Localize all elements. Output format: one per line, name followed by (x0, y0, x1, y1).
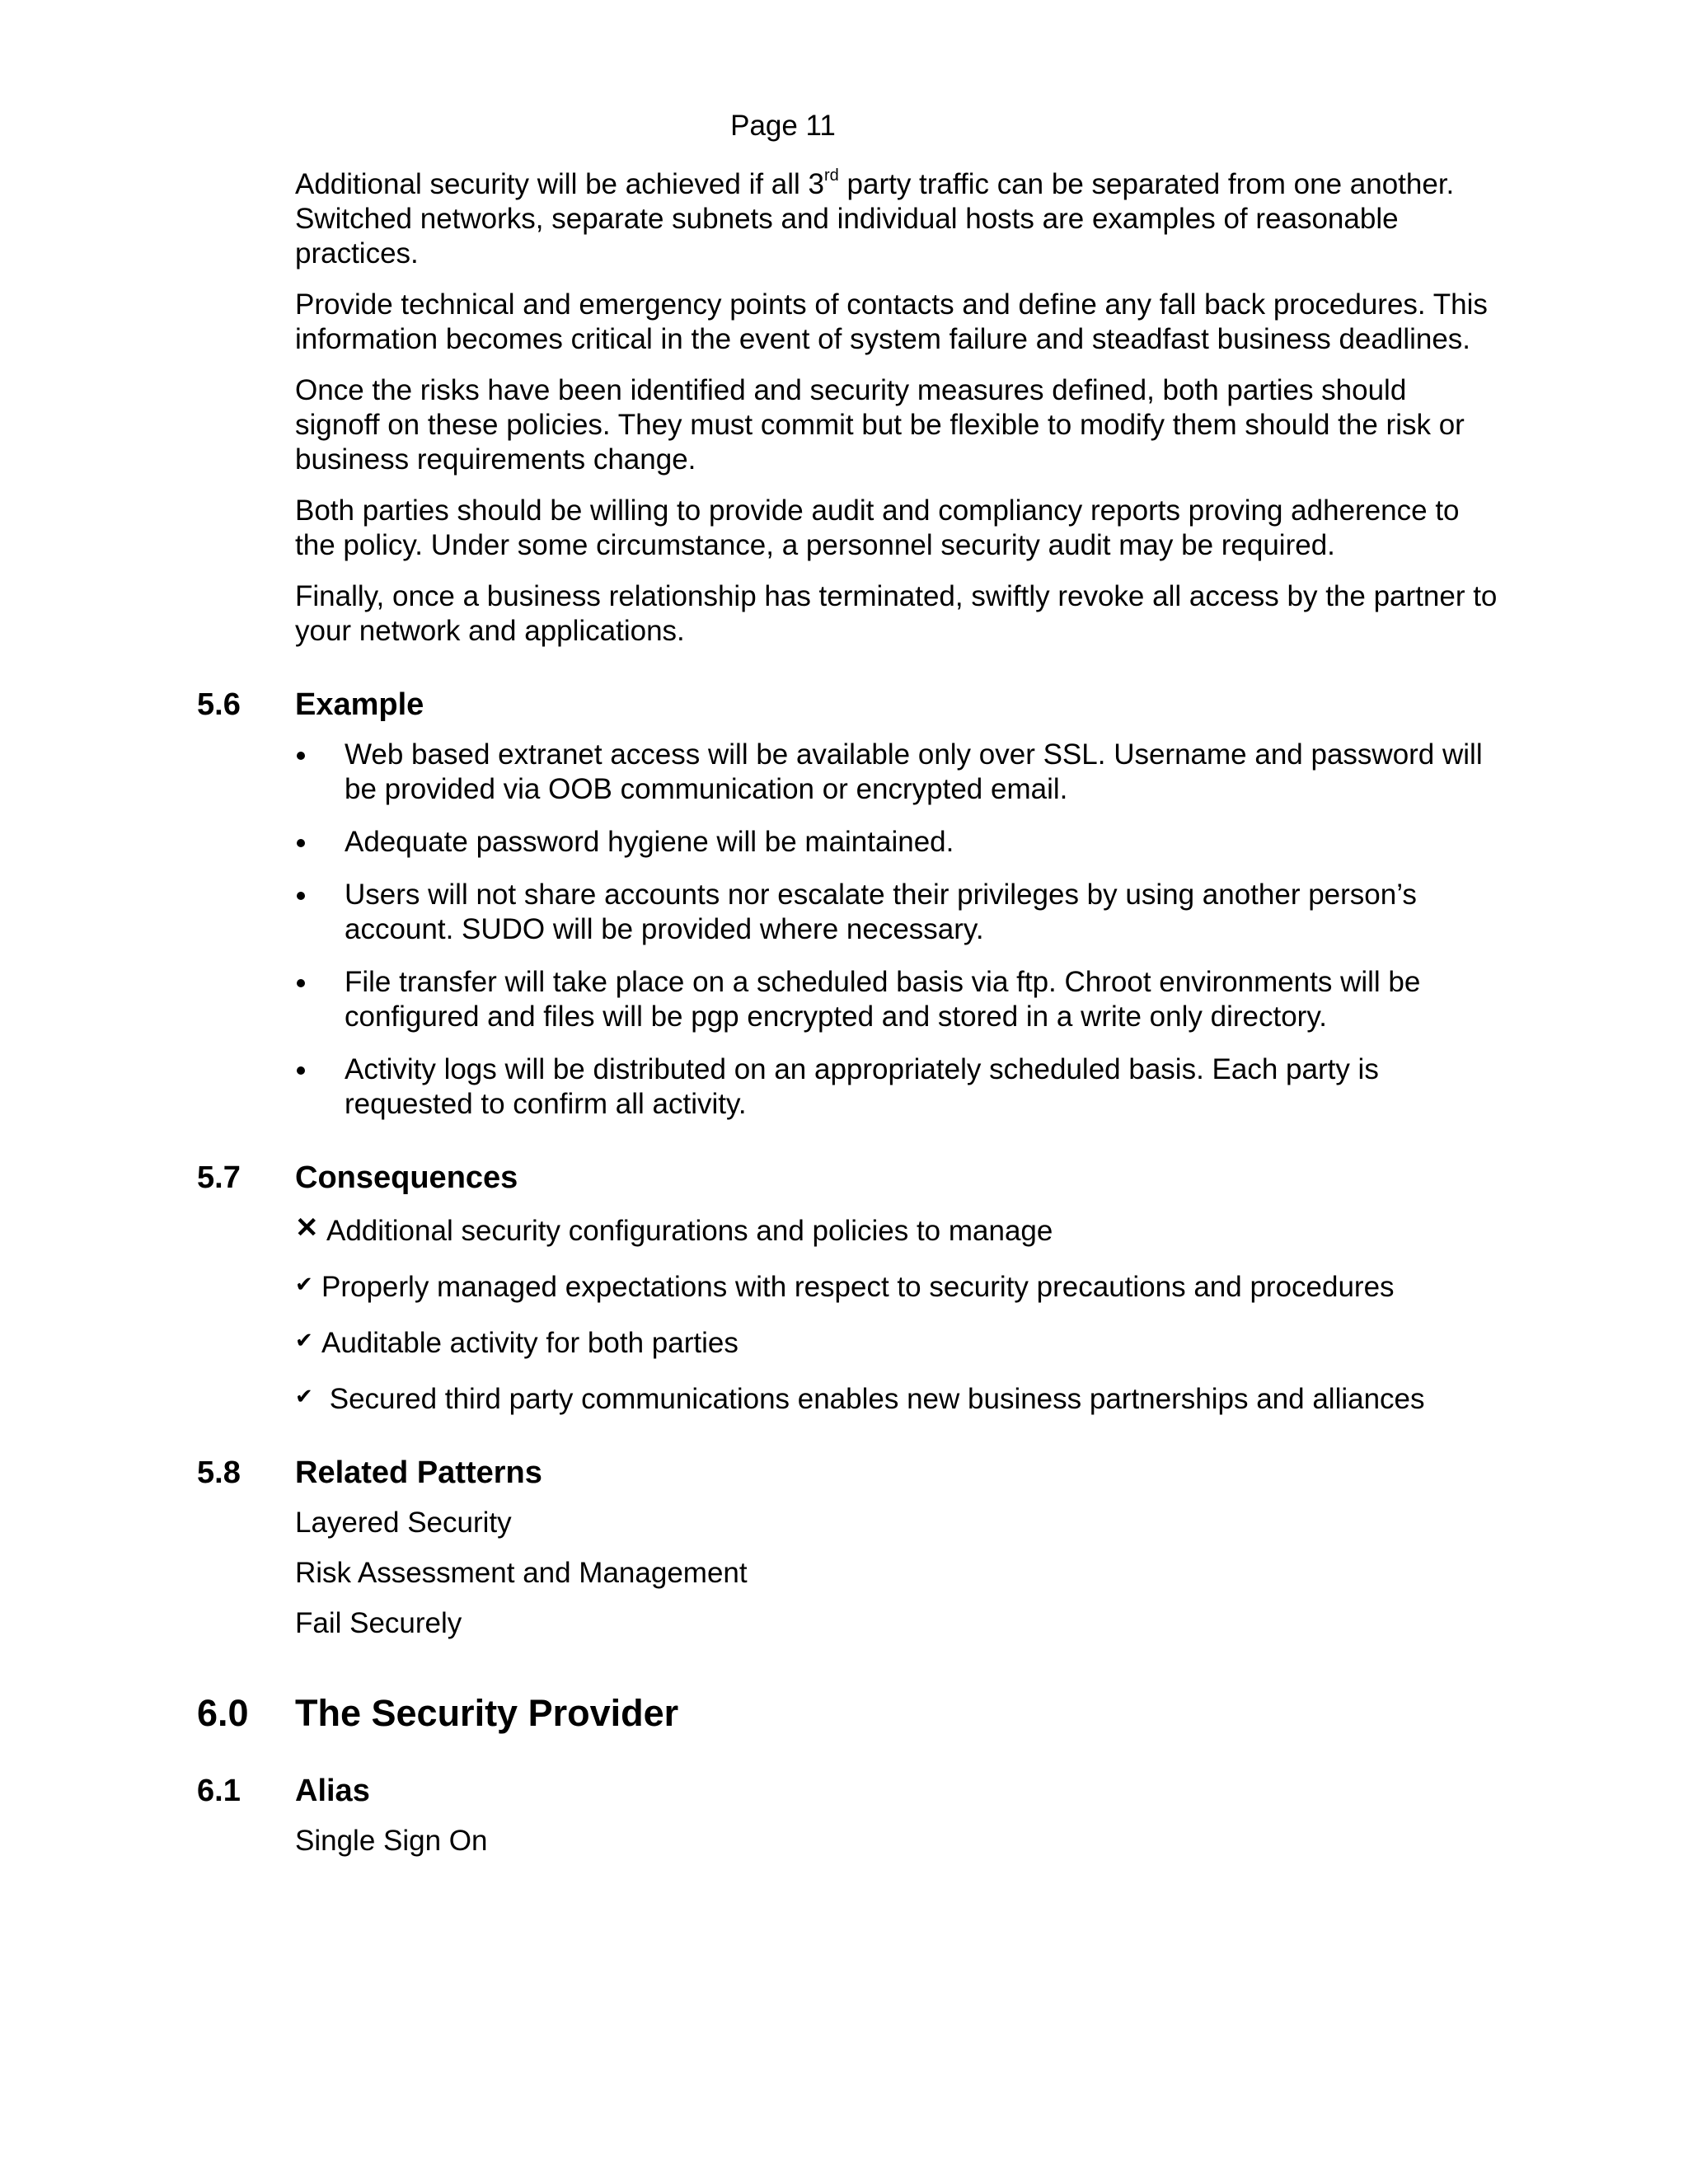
list-item: File transfer will take place on a scheduled basis via ftp. Chroot environments will be configured and files will be pgp encrypted and stored in a write only directory. (295, 965, 1498, 1034)
section-alias (197, 1773, 1498, 1858)
related-pattern: Fail Securely (295, 1607, 462, 1639)
list-item: Users will not share accounts nor escalate their privileges by using another person’s account. SUDO will be provided where necessary. (295, 878, 1498, 947)
ordinal-superscript: rd (824, 166, 839, 185)
consequence-item: ✕ Additional security configurations and policies to manage (295, 1212, 1053, 1247)
intro-p1-start: Additional security will be achieved if all 3 (295, 168, 824, 200)
example-list (295, 738, 1498, 1122)
intro-paragraph-2: Provide technical and emergency points of contacts and define any fall back procedures. This information becomes critical in the event of system failure and steadfast business deadlines. (295, 288, 1488, 355)
intro-paragraph-3: Once the risks have been identified and security measures defined, both parties should signoff on these policies. They must commit but be flexible to modify them should the risk or business requirements change. (295, 374, 1465, 476)
chapter-security-provider (197, 1692, 1498, 1735)
chapter-title: The Security Provider (295, 1692, 679, 1734)
related-pattern: Risk Assessment and Management (295, 1557, 748, 1589)
section-example (197, 687, 1498, 1122)
cross-icon: ✕ (295, 1212, 319, 1244)
section-consequences (197, 1160, 1498, 1417)
consequence-item: ✔ Secured third party communications enables new business partnerships and alliances (295, 1379, 1498, 1417)
bullet-icon (297, 979, 305, 987)
list-item: Web based extranet access will be available only over SSL. Username and password will be provided via OOB communication or encrypted email. (295, 738, 1498, 807)
section-number: 5.6 (197, 687, 241, 722)
intro-paragraph-4: Both parties should be willing to provide audit and compliancy reports proving adherence to the policy. Under some circumstance, a personnel security audit may be required. (295, 494, 1460, 561)
page-number: Page 11 (730, 110, 836, 142)
bullet-icon (297, 752, 305, 760)
section-title: Related Patterns (295, 1455, 542, 1490)
alias-value: Single Sign On (295, 1825, 488, 1857)
section-number: 5.8 (197, 1455, 241, 1490)
consequence-item: ✔ Auditable activity for both parties (295, 1323, 1498, 1361)
check-icon: ✔ (295, 1384, 313, 1408)
intro-paragraph-5: Finally, once a business relationship has terminated, swiftly revoke all access by the partner to your network and applications. (295, 580, 1498, 647)
section-title: Example (295, 687, 424, 722)
section-number: 6.1 (197, 1774, 241, 1808)
chapter-number: 6.0 (197, 1692, 249, 1734)
bullet-icon (297, 892, 305, 900)
intro-p1-end: party traffic can be separated from one another. Switched networks, separate subnets and individual hosts are examples of reasonable practices. (295, 168, 1455, 269)
list-item: Activity logs will be distributed on an appropriately scheduled basis. Each party is requested to confirm all activity. (295, 1052, 1498, 1122)
bullet-icon (297, 1066, 305, 1075)
check-icon: ✔ (295, 1272, 313, 1296)
list-item: Adequate password hygiene will be maintained. (295, 825, 1498, 860)
related-pattern: Layered Security (295, 1507, 512, 1539)
section-title: Alias (295, 1774, 370, 1808)
consequence-item: ✔ Properly managed expectations with respect to security precautions and procedures (295, 1267, 1498, 1305)
section-related-patterns (197, 1455, 1498, 1641)
check-icon: ✔ (295, 1328, 313, 1352)
page-content (197, 166, 1498, 1874)
bullet-icon (297, 839, 305, 847)
intro-paragraph-1 (295, 167, 1498, 271)
section-title: Consequences (295, 1160, 518, 1195)
section-number: 5.7 (197, 1160, 241, 1195)
